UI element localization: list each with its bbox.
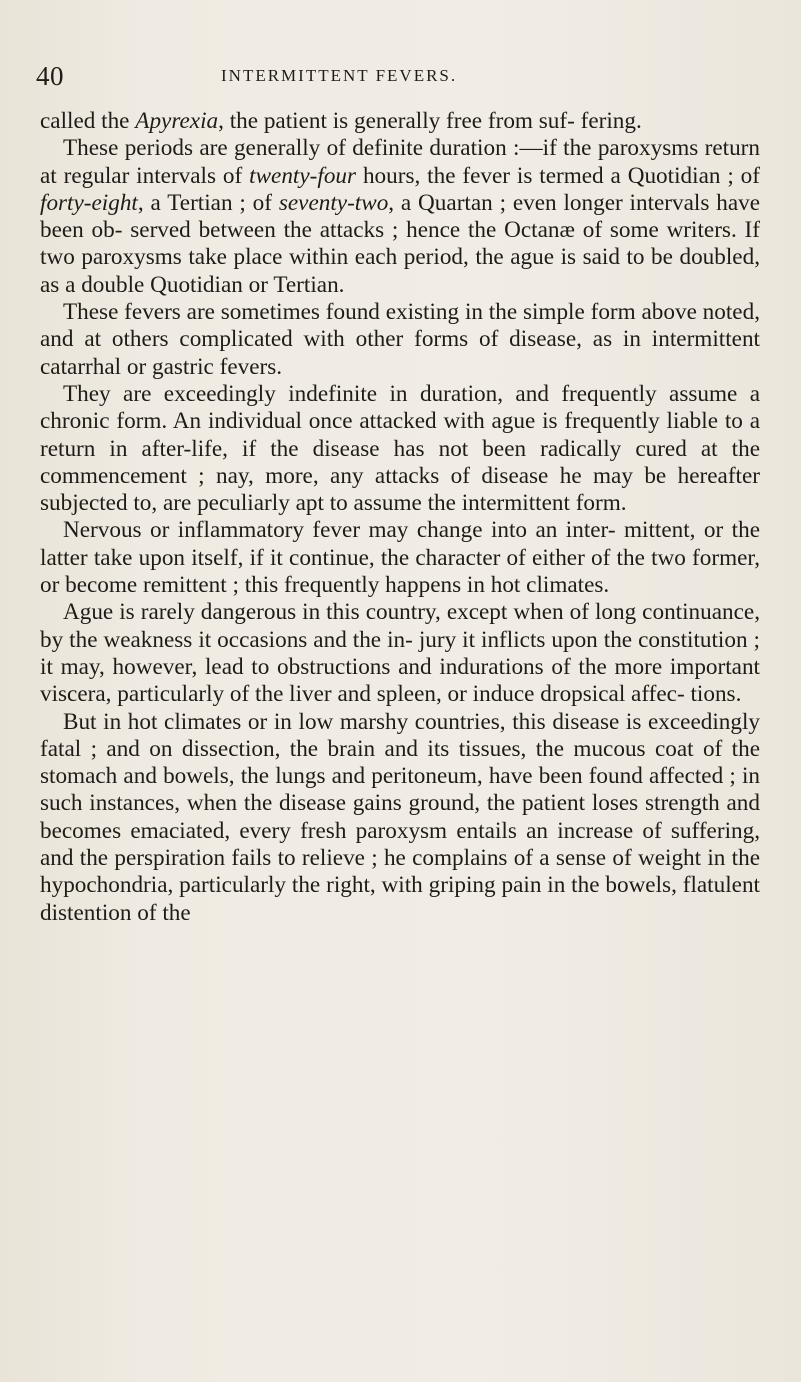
text-run: Ague is rarely dangerous in this country, except when of long continuance, by the weakness it occasions and the in- jury it inflicts upon the constitution ; it may, however, lead to obstructions and indurations of the more important viscera, particularly of the liver and spleen, or induce dropsical affec- tions.	[40, 599, 760, 708]
paragraph	[40, 135, 760, 299]
running-head	[36, 60, 756, 92]
text-run: These periods are generally of definite duration :—if the paroxysms return at regular intervals of	[40, 135, 760, 189]
italic-term: twenty-four	[249, 162, 357, 189]
page-number: 40	[36, 61, 64, 91]
paragraph	[40, 599, 760, 708]
italic-term: Apyrexia	[135, 108, 219, 134]
paragraph	[40, 517, 760, 599]
text-run: hours, the fever is termed a Quotidian ; of	[356, 162, 760, 189]
text-run: called the	[40, 108, 136, 134]
text-run: , the patient is generally free from suf- fering.	[218, 108, 642, 134]
text-run: , a Tertian ; of	[137, 189, 279, 216]
body-text	[40, 108, 760, 927]
text-run: But in hot climates or in low marshy countries, this disease is exceedingly fatal ; and on dissection, the brain and its tissues, the mucous coat of the stomach and bowels, the lungs and peritoneum, have been found affected ; in such instances, when the disease gains ground, the patient loses strength and becomes emaciated, every fresh paroxysm entails an increase of suffering, and the perspiration fails to relieve ; he complains of a sense of weight in the hypochondria, particularly the right, with griping pain in the bowels, flatulent distention of the	[40, 708, 760, 926]
paragraph	[40, 299, 760, 381]
text-run: Nervous or inflammatory fever may change into an inter- mittent, or the latter take upon itself, if it continue, the character of either of the two former, or become remittent ; this frequently happens in hot climates.	[40, 517, 760, 599]
text-run: They are exceedingly indefinite in duration, and frequently assume a chronic form. An individual once attacked with ague is frequently liable to a return in after-life, if the disease has not been radically cured at the commencement ; nay, more, any attacks of disease he may be hereafter subjected to, are peculiarly apt to assume the intermittent form.	[40, 380, 760, 517]
italic-term: forty-eight	[40, 189, 138, 216]
paragraph	[40, 108, 760, 135]
paragraph	[40, 381, 760, 517]
text-run: , a Quartan ; even longer intervals have been ob- served between the attacks ; hence the Octanæ of some writers. If two paroxysms take place within each period, the ague is said to be doubled, as a double Quotidian or Tertian.	[40, 189, 760, 298]
paragraph	[40, 709, 760, 927]
text-run: These fevers are sometimes found existing in the simple form above noted, and at others complicated with other forms of disease, as in intermittent catarrhal or gastric fevers.	[40, 299, 760, 380]
running-title: INTERMITTENT FEVERS.	[221, 66, 458, 85]
italic-term: seventy-two	[278, 189, 389, 216]
